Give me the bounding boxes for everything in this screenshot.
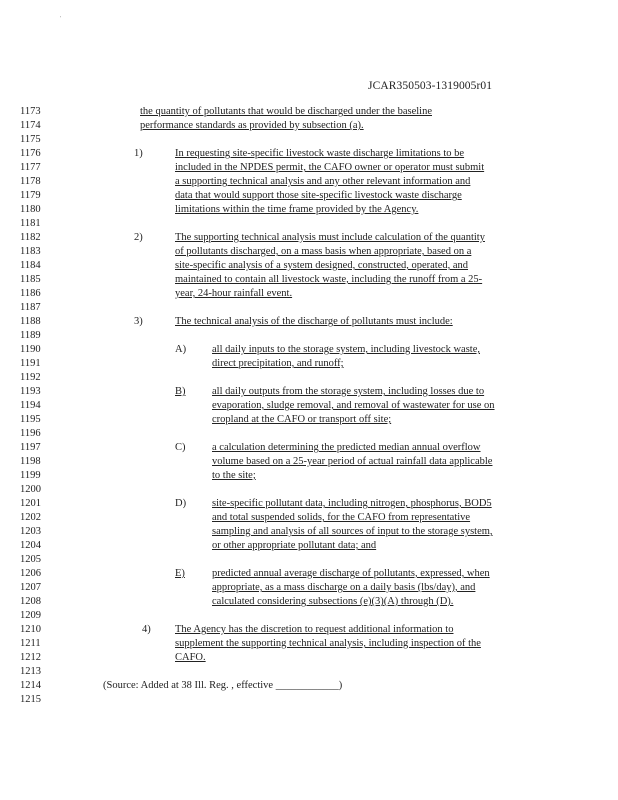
line-number: 1215 (20, 694, 41, 705)
item-marker-E: E) (175, 568, 185, 579)
line-number: 1213 (20, 666, 41, 677)
text-line: predicted annual average discharge of pollutants, expressed, when (212, 568, 490, 579)
line-number: 1175 (20, 134, 41, 145)
line-number: 1200 (20, 484, 41, 495)
line-number: 1194 (20, 400, 41, 411)
corner-mark: ' (60, 16, 62, 22)
item-marker-B: B) (175, 386, 186, 397)
line-number: 1212 (20, 652, 41, 663)
line-number: 1182 (20, 232, 41, 243)
line-number: 1195 (20, 414, 41, 425)
text-line: and total suspended solids, for the CAFO from representative (212, 512, 471, 523)
line-number: 1180 (20, 204, 41, 215)
line-number: 1186 (20, 288, 41, 299)
text-line: of pollutants discharged, on a mass basis when appropriate, based on a (175, 246, 472, 257)
text-line: sampling and analysis of all sources of input to the storage system, (212, 526, 493, 537)
text-line: cropland at the CAFO or transport off site; (212, 414, 392, 425)
item-marker-A: A) (175, 344, 187, 355)
line-number: 1205 (20, 554, 41, 565)
line-number: 1214 (20, 680, 41, 691)
line-number: 1208 (20, 596, 41, 607)
item-marker-1: 1) (134, 148, 143, 159)
item-marker-4: 4) (142, 624, 151, 635)
text-line: supplement the supporting technical analysis, including inspection of the (175, 638, 481, 649)
line-number: 1183 (20, 246, 41, 257)
line-number: 1187 (20, 302, 41, 313)
item-marker-2: 2) (134, 232, 143, 243)
line-number: 1197 (20, 442, 41, 453)
text-line: The Agency has the discretion to request additional information to (175, 624, 454, 635)
text-line: limitations within the time frame provided by the Agency. (175, 204, 419, 215)
line-number: 1207 (20, 582, 41, 593)
line-number: 1181 (20, 218, 41, 229)
document-id-header: JCAR350503-1319005r01 (368, 80, 493, 92)
source-note: (Source: Added at 38 Ill. Reg. , effective ____________) (103, 680, 343, 691)
line-number: 1184 (20, 260, 41, 271)
text-line: The supporting technical analysis must include calculation of the quantity (175, 232, 485, 243)
line-number: 1178 (20, 176, 41, 187)
text-line: a supporting technical analysis and any other relevant information and (175, 176, 471, 187)
line-number: 1209 (20, 610, 41, 621)
text-line: CAFO. (175, 652, 206, 663)
line-number: 1177 (20, 162, 41, 173)
line-number: 1188 (20, 316, 41, 327)
text-line: site-specific pollutant data, including nitrogen, phosphorus, BOD5 (212, 498, 492, 509)
item-marker-D: D) (175, 498, 187, 509)
line-number: 1203 (20, 526, 41, 537)
line-number: 1193 (20, 386, 41, 397)
line-number: 1206 (20, 568, 41, 579)
text-line: the quantity of pollutants that would be discharged under the baseline (140, 106, 432, 117)
text-line: all daily outputs from the storage system, including losses due to (212, 386, 485, 397)
text-line: data that would support those site-specific livestock waste discharge (175, 190, 462, 201)
text-line: year, 24-hour rainfall event. (175, 288, 293, 299)
item-marker-3: 3) (134, 316, 143, 327)
line-number: 1176 (20, 148, 41, 159)
text-line: appropriate, as a mass discharge on a daily basis (lbs/day), and (212, 582, 476, 593)
text-line: a calculation determining the predicted median annual overflow (212, 442, 481, 453)
line-number: 1196 (20, 428, 41, 439)
text-line: maintained to contain all livestock waste, including the runoff from a 25- (175, 274, 483, 285)
item-marker-C: C) (175, 442, 186, 453)
line-number: 1199 (20, 470, 41, 481)
text-line: In requesting site-specific livestock waste discharge limitations to be (175, 148, 465, 159)
line-number: 1198 (20, 456, 41, 467)
line-number: 1202 (20, 512, 41, 523)
line-number: 1191 (20, 358, 41, 369)
text-line: volume based on a 25-year period of actual rainfall data applicable (212, 456, 493, 467)
text-line: site-specific analysis of a system designed, constructed, operated, and (175, 260, 469, 271)
line-number: 1185 (20, 274, 41, 285)
text-line: The technical analysis of the discharge of pollutants must include: (175, 316, 453, 327)
line-number: 1189 (20, 330, 41, 341)
line-number: 1179 (20, 190, 41, 201)
text-line: or other appropriate pollutant data; and (212, 540, 377, 551)
text-line: direct precipitation, and runoff; (212, 358, 344, 369)
text-line: performance standards as provided by subsection (a). (140, 120, 364, 131)
line-number: 1210 (20, 624, 41, 635)
text-line: evaporation, sludge removal, and removal of wastewater for use on (212, 400, 495, 411)
line-number: 1201 (20, 498, 41, 509)
line-number: 1211 (20, 638, 41, 649)
line-number: 1204 (20, 540, 41, 551)
line-number: 1173 (20, 106, 41, 117)
text-line: to the site; (212, 470, 256, 481)
text-line: all daily inputs to the storage system, including livestock waste, (212, 344, 480, 355)
text-line: included in the NPDES permit, the CAFO owner or operator must submit (175, 162, 485, 173)
text-line: calculated considering subsections (e)(3)(A) through (D). (212, 596, 454, 607)
line-number: 1192 (20, 372, 41, 383)
line-number: 1190 (20, 344, 41, 355)
line-number: 1174 (20, 120, 41, 131)
